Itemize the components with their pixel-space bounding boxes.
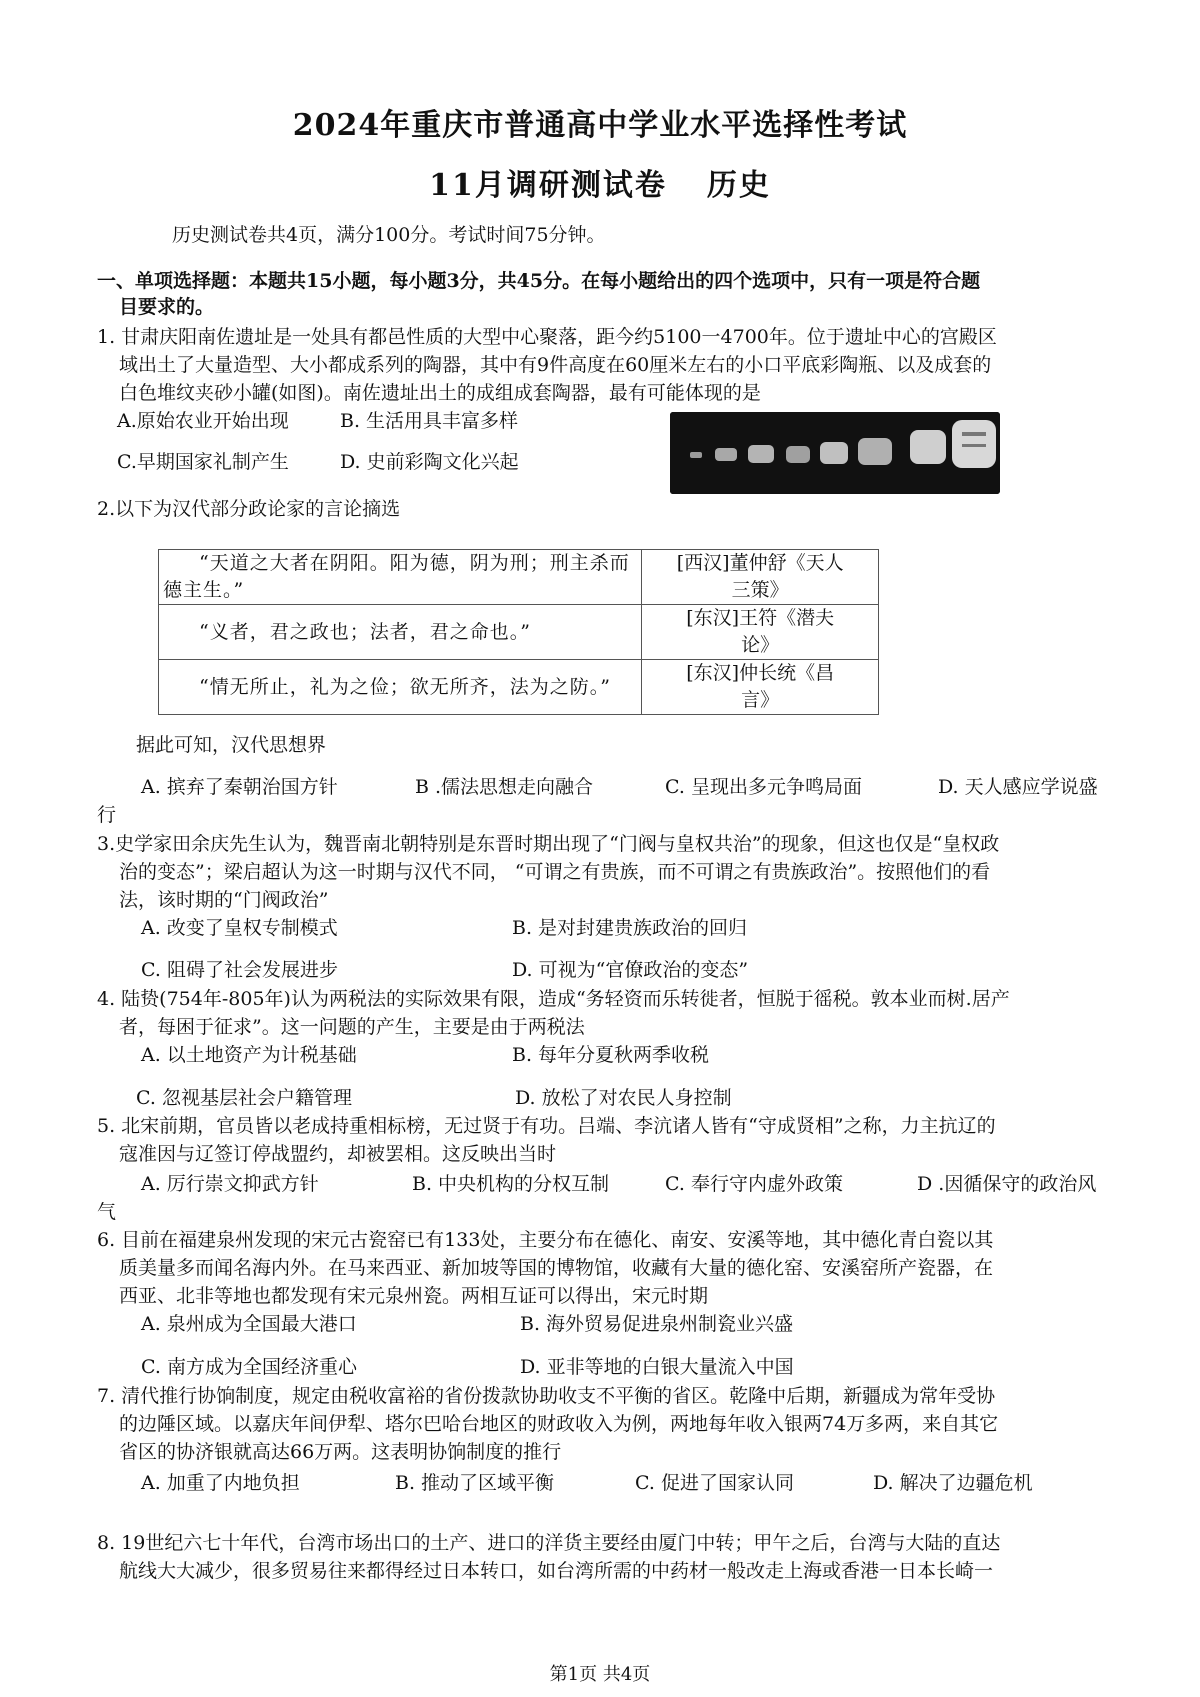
q7-stem-line: 7. 清代推行协饷制度，规定由税收富裕的省份拨款协助收支不平衡的省区。乾隆中后期，新疆成为常年受协 [97, 1385, 996, 1407]
subtitle-test-name: 11月调研测试卷 [429, 168, 667, 203]
q3-stem-line: 法，该时期的“门阀政治” [119, 889, 329, 911]
q3-stem-line: 治的变态”；梁启超认为这一时期与汉代不同， “可谓之有贵族，而不可谓之有贵族政治”。按照他们的看 [119, 861, 991, 883]
q1-stem-line: 域出土了大量造型、大小都成系列的陶器，其中有9件高度在60厘米左右的小口平底彩陶瓶、以及成套的 [119, 354, 992, 376]
q5-option-d-wrap: 气 [97, 1201, 117, 1223]
q8-stem-line: 8. 19世纪六七十年代，台湾市场出口的土产、进口的洋货主要经由厦门中转；甲午之后，台湾与大陆的直达 [97, 1532, 1001, 1554]
quotes-table [158, 549, 879, 715]
q4-option-d: D. 放松了对农民人身控制 [515, 1087, 732, 1109]
q4-option-c: C. 忽视基层社会户籍管理 [136, 1087, 352, 1109]
page-footer: 第1页 共4页 [549, 1664, 651, 1685]
q5-option-c: C. 奉行守内虚外政策 [665, 1173, 843, 1195]
table-row [159, 660, 879, 715]
table-row [159, 605, 879, 660]
q7-stem-line: 的边陲区域。以嘉庆年间伊犁、塔尔巴哈台地区的财政收入为例，两地每年收入银两74万多两，来自其它 [119, 1413, 999, 1435]
exam-intro: 历史测试卷共4页，满分100分。考试时间75分钟。 [172, 224, 606, 246]
q3-stem-line: 3.史学家田余庆先生认为，魏晋南北朝特别是东晋时期出现了“门阀与皇权共治”的现象，但这也仅是“皇权政 [97, 833, 1000, 855]
q7-option-d: D. 解决了边疆危机 [873, 1472, 1033, 1494]
q2-option-d: D. 天人感应学说盛 [938, 776, 1098, 798]
q5-option-d: D .因循保守的政治风 [917, 1173, 1097, 1195]
q2-option-d-wrap: 行 [97, 804, 117, 826]
q2-option-a: A. 摈弃了秦朝治国方针 [141, 776, 338, 798]
quote-cell: “义者，君之政也；法者，君之命也。” [159, 605, 642, 660]
q2-option-c: C. 呈现出多元争鸣局面 [665, 776, 862, 798]
subtitle-subject: 历史 [706, 168, 771, 203]
q3-option-d: D. 可视为“官僚政治的变态” [512, 959, 749, 981]
q2-stem: 2.以下为汉代部分政论家的言论摘选 [97, 498, 401, 520]
q3-option-c: C. 阻碍了社会发展进步 [141, 959, 338, 981]
exam-subtitle [0, 160, 1200, 204]
q5-stem-line: 寇准因与辽签订停战盟约，却被罢相。这反映出当时 [119, 1143, 557, 1165]
q1-stem-line: 1. 甘肃庆阳南佐遗址是一处具有都邑性质的大型中心聚落，距今约5100一4700年。位于遗址中心的宫殿区 [97, 326, 997, 348]
q1-option-c: C.早期国家礼制产生 [117, 451, 289, 473]
source-cell: [东汉]仲长统《昌 言》 [642, 660, 879, 715]
quote-cell: “天道之大者在阴阳。阳为德，阴为刑；刑主杀而德主生。” [159, 550, 642, 605]
q2-option-b: B .儒法思想走向融合 [415, 776, 594, 798]
q7-stem-line: 省区的协济银就高达66万两。这表明协饷制度的推行 [119, 1441, 562, 1463]
q2-lead: 据此可知，汉代思想界 [136, 734, 327, 756]
exam-title: 2024年重庆市普通高中学业水平选择性考试 [292, 108, 908, 143]
q5-option-a: A. 厉行崇文抑武方针 [141, 1173, 319, 1195]
q6-option-d: D. 亚非等地的白银大量流入中国 [520, 1356, 794, 1378]
q1-stem-line: 白色堆纹夹砂小罐(如图)。南佐遗址出土的成组成套陶器，最有可能体现的是 [119, 382, 761, 404]
q1-option-a: A.原始农业开始出现 [117, 410, 289, 432]
quote-cell: “情无所止，礼为之俭；欲无所齐，法为之防。” [159, 660, 642, 715]
q3-option-a: A. 改变了皇权专制模式 [141, 917, 338, 939]
q8-stem-line: 航线大大减少，很多贸易往来都得经过日本转口，如台湾所需的中药材一般改走上海或香港一日本长崎一 [119, 1560, 994, 1582]
q7-option-b: B. 推动了区域平衡 [395, 1472, 555, 1494]
q6-stem-line: 6. 目前在福建泉州发现的宋元古瓷窑已有133处，主要分布在德化、南安、安溪等地，其中德化青白瓷以其 [97, 1229, 994, 1251]
q6-option-b: B. 海外贸易促进泉州制瓷业兴盛 [520, 1313, 794, 1335]
source-cell: [西汉]董仲舒《天人 三策》 [642, 550, 879, 605]
q4-stem-line: 4. 陆贽(754年-805年)认为两税法的实际效果有限，造成“务轻资而乐转徙者，恒脱于徭税。敦本业而树.居产 [97, 988, 1010, 1010]
q7-option-c: C. 促进了国家认同 [635, 1472, 794, 1494]
q4-stem-line: 者，每困于征求”。这一问题的产生，主要是由于两税法 [119, 1016, 585, 1038]
table-row [159, 550, 879, 605]
q4-option-b: B. 每年分夏秋两季收税 [512, 1044, 710, 1066]
q5-stem-line: 5. 北宋前期，官员皆以老成持重相标榜，无过贤于有功。吕端、李沆诸人皆有“守成贤相”之称，力主抗辽的 [97, 1115, 996, 1137]
q3-option-b: B. 是对封建贵族政治的回归 [512, 917, 748, 939]
q1-option-d: D. 史前彩陶文化兴起 [340, 451, 519, 473]
pottery-photo [670, 412, 1000, 494]
q6-option-a: A. 泉州成为全国最大港口 [141, 1313, 357, 1335]
q5-option-b: B. 中央机构的分权互制 [412, 1173, 610, 1195]
q1-option-b: B. 生活用具丰富多样 [340, 410, 519, 432]
q7-option-a: A. 加重了内地负担 [141, 1472, 300, 1494]
q6-stem-line: 质美量多而闻名海内外。在马来西亚、新加坡等国的博物馆，收藏有大量的德化窑、安溪窑所产瓷器，在 [119, 1257, 994, 1279]
section-heading-cont: 目要求的。 [119, 296, 215, 318]
source-cell: [东汉]王符《潜夫 论》 [642, 605, 879, 660]
q6-stem-line: 西亚、北非等地也都发现有宋元泉州瓷。两相互证可以得出，宋元时期 [119, 1285, 709, 1307]
q6-option-c: C. 南方成为全国经济重心 [141, 1356, 357, 1378]
section-heading: 一、单项选择题：本题共15小题，每小题3分，共45分。在每小题给出的四个选项中，只有一项是符合题 [97, 270, 981, 292]
q4-option-a: A. 以土地资产为计税基础 [141, 1044, 357, 1066]
